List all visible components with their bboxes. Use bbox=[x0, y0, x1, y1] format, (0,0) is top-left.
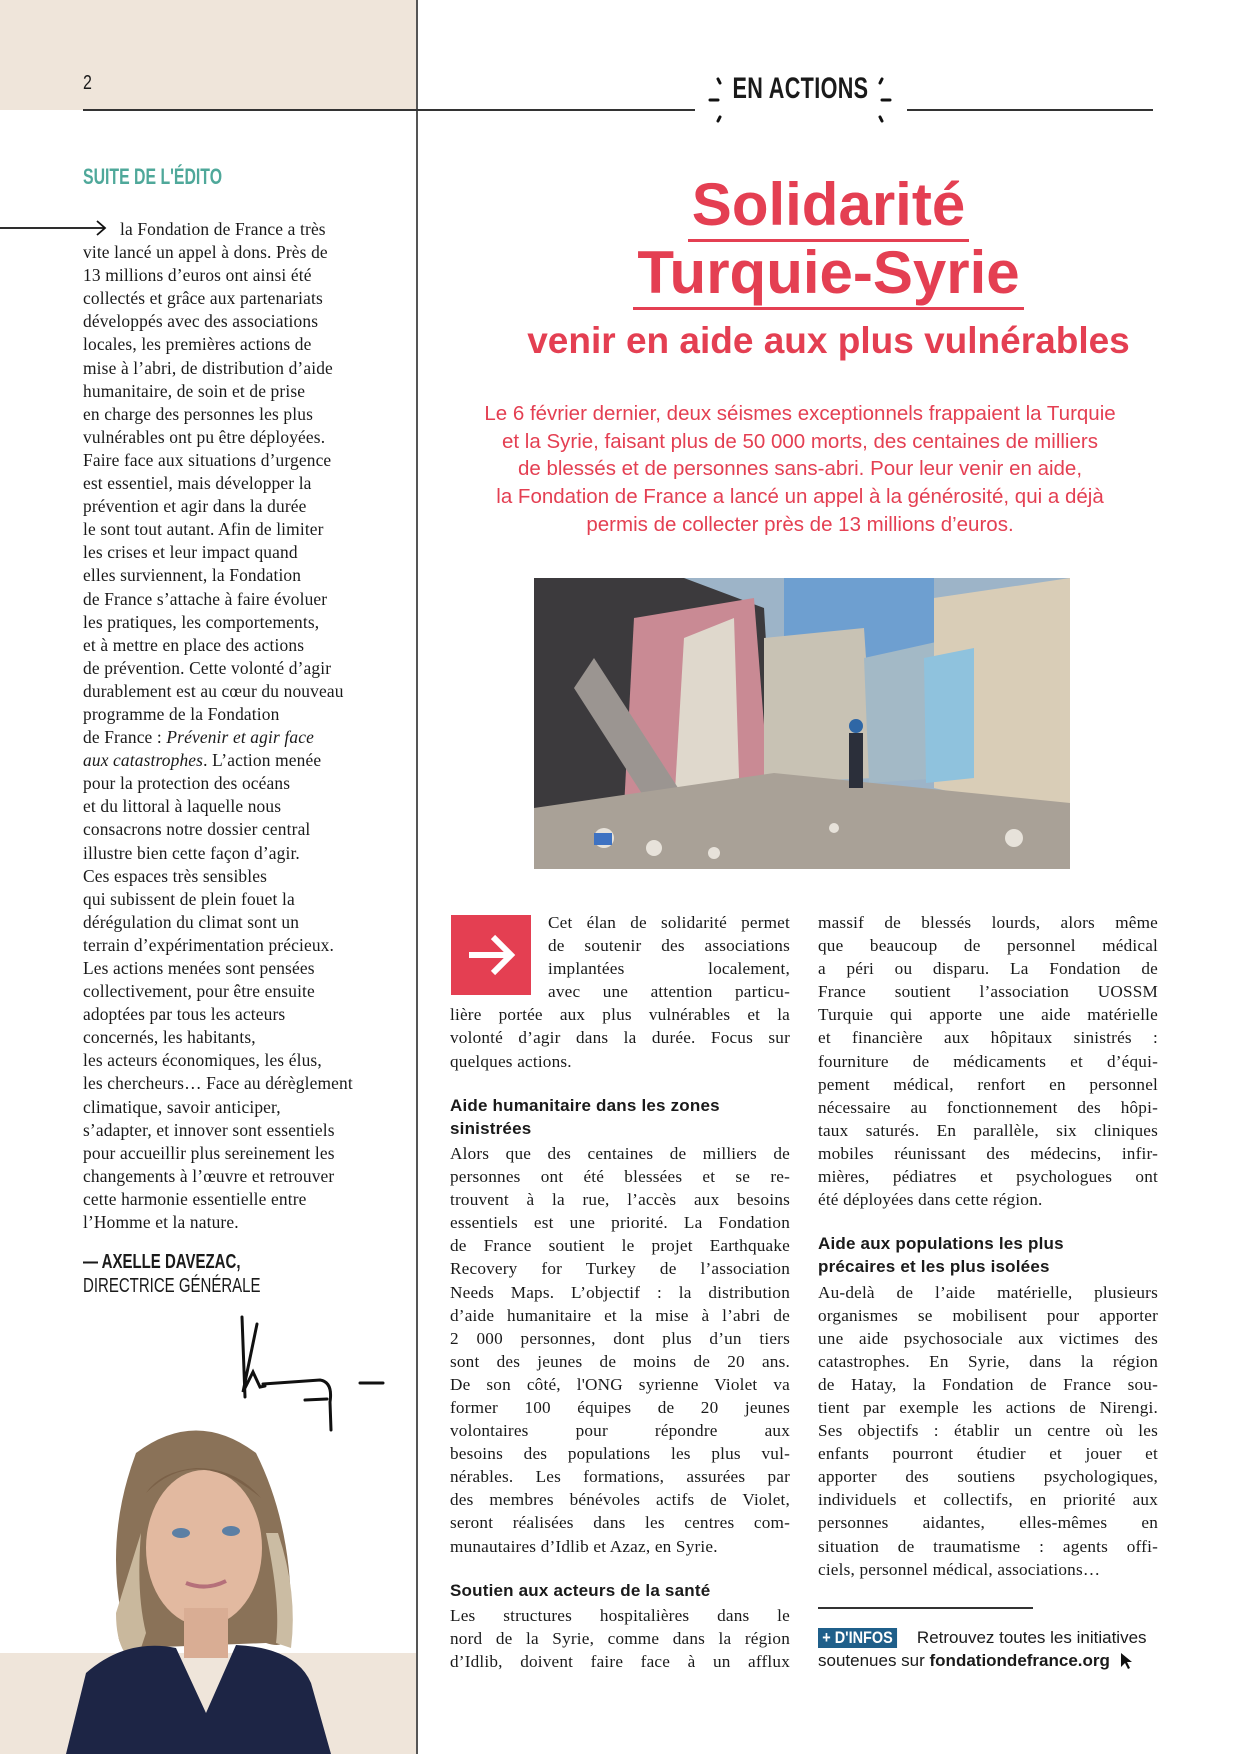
body-line: Au-delà de l’aide matérielle, plusieurs bbox=[818, 1282, 1158, 1302]
body-line: pement médical, renfort en personnel bbox=[818, 1074, 1158, 1094]
article-subtitle: venir en aide aux plus vulnérables bbox=[527, 320, 1130, 361]
rubric-label: EN ACTIONS bbox=[731, 72, 869, 105]
body-line: organismes se mobilisent pour apporter bbox=[818, 1305, 1158, 1325]
program-title-italic: Prévenir et agir face bbox=[166, 727, 314, 748]
body-line: tient par exemple les actions de Nirengi. bbox=[818, 1397, 1158, 1417]
edito-line: changements à l’œuvre et retrouver bbox=[83, 1165, 335, 1186]
section-heading: précaires et les plus isolées bbox=[818, 1257, 1050, 1277]
edito-line: climatique, savoir anticiper, bbox=[83, 1096, 281, 1117]
edito-line: les chercheurs… Face au dérèglement bbox=[83, 1073, 353, 1094]
edito-line: dérégulation du climat sont un bbox=[83, 911, 300, 932]
body-line: individuels et collectifs, en priorité aux bbox=[818, 1490, 1158, 1510]
body-line: trouvent à la rue, l’accès aux besoins bbox=[450, 1190, 790, 1210]
body-line: Needs Maps. L’objectif : la distribution bbox=[450, 1282, 790, 1302]
body-line: 2 000 personnes, dont plus d’un tiers bbox=[450, 1328, 790, 1348]
body-line: d’Idlib, doivent faire face à un afflux bbox=[450, 1652, 790, 1671]
header-beige-band bbox=[0, 0, 417, 110]
body-line: Cet élan de solidarité permet bbox=[548, 913, 790, 932]
edito-line: le sont tout autant. Afin de limiter bbox=[83, 519, 324, 540]
edito-line: pour la protection des océans bbox=[83, 773, 291, 794]
body-line: été déployées dans cette région. bbox=[818, 1190, 1043, 1210]
edito-line: mise à l’abri, de distribution d’aide bbox=[83, 357, 333, 378]
intro-line: de blessés et de personnes sans-abri. Pour leur venir en aide, bbox=[517, 457, 1083, 481]
body-line: besoins des populations les plus vul- bbox=[450, 1444, 790, 1464]
edito-line: de prévention. Cette volonté d’agir bbox=[83, 657, 332, 678]
article-column-1 bbox=[450, 911, 790, 1673]
edito-line: pour accueillir plus sereinement les bbox=[83, 1142, 335, 1163]
article-title-line-1: Solidarité bbox=[417, 170, 1240, 242]
edito-line: Ces espaces très sensibles bbox=[83, 865, 268, 886]
edito-line bbox=[83, 726, 403, 749]
body-line: de Hatay, la Fondation de France sou- bbox=[818, 1374, 1158, 1394]
edito-body bbox=[83, 218, 403, 1234]
edito-continued-label: SUITE DE L'ÉDITO bbox=[83, 164, 223, 189]
more-info-text: Retrouvez toutes les initiatives soutenues sur bbox=[818, 1628, 1147, 1670]
director-portrait bbox=[66, 1413, 331, 1754]
paragraph-gap bbox=[450, 1073, 790, 1096]
header-rule-left bbox=[83, 109, 695, 111]
infos-divider bbox=[818, 1607, 1033, 1609]
edito-line: humanitaire, de soin et de prise bbox=[83, 380, 306, 401]
edito-line: adoptées par tous les acteurs bbox=[83, 1004, 286, 1025]
edito-line: vite lancé un appel à dons. Près de bbox=[83, 242, 328, 263]
edito-line: développés avec des associations bbox=[83, 311, 319, 332]
body-line: des membres bénévoles actifs de Violet, bbox=[450, 1490, 790, 1510]
body-line: de soutenir des associations bbox=[548, 936, 790, 956]
body-line: volonté d’agir dans la durée. Focus sur bbox=[450, 1028, 790, 1048]
edito-line: consacrons notre dossier central bbox=[83, 819, 311, 840]
intro-line: permis de collecter près de 13 millions d’euros. bbox=[586, 512, 1014, 536]
edito-line: illustre bien cette façon d’agir. bbox=[83, 842, 300, 863]
body-line: catastrophes. En Syrie, dans la région bbox=[818, 1351, 1158, 1371]
article-intro bbox=[440, 400, 1160, 539]
edito-line: prévention et agir dans la durée bbox=[83, 496, 307, 517]
body-line: quelques actions. bbox=[450, 1051, 572, 1071]
edito-line: et du littoral à laquelle nous bbox=[83, 796, 282, 817]
edito-line: en charge des personnes les plus bbox=[83, 403, 314, 424]
cursor-pointer-icon bbox=[1119, 1652, 1135, 1670]
body-line: essentiels est une priorité. La Fondation bbox=[450, 1213, 790, 1233]
body-line: d’aide humanitaire et la mise à l’abri de bbox=[450, 1305, 790, 1325]
body-line: personnes ont été blessées et se re- bbox=[450, 1167, 790, 1187]
edito-line: qui subissent de plein fouet la bbox=[83, 888, 295, 909]
edito-line: les pratiques, les comportements, bbox=[83, 611, 320, 632]
edito-line bbox=[83, 749, 403, 772]
paragraph-gap bbox=[450, 1558, 790, 1581]
body-line: nérables. Les formations, assurées par bbox=[450, 1467, 790, 1487]
program-title-italic: aux catastrophes bbox=[83, 750, 204, 771]
intro-line: Le 6 février dernier, deux séismes exceptionnels frappaient la Turquie bbox=[484, 402, 1116, 425]
body-line: apporter des soutiens psychologiques, bbox=[818, 1467, 1158, 1487]
body-line: Alors que des centaines de milliers de bbox=[450, 1143, 790, 1163]
paragraph-gap bbox=[818, 1211, 1158, 1234]
body-line: mières, pédiatres et psychologues ont bbox=[818, 1167, 1158, 1187]
edito-line: collectés et grâce aux partenariats bbox=[83, 288, 323, 309]
edito-line: la Fondation de France a très bbox=[120, 219, 326, 239]
edito-line: les crises et leur impact quand bbox=[83, 542, 298, 563]
section-heading: Soutien aux acteurs de la santé bbox=[450, 1580, 711, 1600]
body-line: Turquie qui apporte une aide matérielle bbox=[818, 1005, 1158, 1025]
section-heading: Aide aux populations les plus bbox=[818, 1234, 1064, 1254]
body-line: Ses objectifs : établir un centre où les bbox=[818, 1421, 1158, 1441]
edito-signoff bbox=[83, 1250, 261, 1298]
edito-line: locales, les premières actions de bbox=[83, 334, 312, 355]
edito-line: vulnérables ont pu être déployées. bbox=[83, 426, 326, 447]
edito-line: l’Homme et la nature. bbox=[83, 1212, 239, 1233]
body-line: personnes aidantes, elles-mêmes en bbox=[818, 1513, 1158, 1533]
edito-line: 13 millions d’euros ont ainsi été bbox=[83, 265, 312, 286]
body-line: situation de traumatisme : agents offi- bbox=[818, 1536, 1158, 1556]
body-line: seront réalisées dans les centres com- bbox=[450, 1513, 790, 1533]
header-rule-right bbox=[907, 109, 1153, 111]
body-line: munautaires d’Idlib et Azaz, en Syrie. bbox=[450, 1536, 718, 1556]
body-line: et financière aux hôpitaux sinistrés : bbox=[818, 1028, 1158, 1048]
body-line: lière portée aux plus vulnérables et la bbox=[450, 1005, 790, 1025]
edito-line: est essentiel, mais développer la bbox=[83, 473, 312, 494]
more-info-box bbox=[818, 1627, 1163, 1672]
author-role: DIRECTRICE GÉNÉRALE bbox=[83, 1275, 261, 1297]
body-line: nord de la Syrie, comme dans la région bbox=[450, 1628, 790, 1648]
body-line: France soutient l’association UOSSM bbox=[818, 982, 1158, 1002]
edito-line: s’adapter, et innover sont essentiels bbox=[83, 1119, 335, 1140]
edito-line: durablement est au cœur du nouveau bbox=[83, 680, 344, 701]
section-rubric bbox=[700, 72, 900, 106]
body-line: ciels, personnel médical, associations… bbox=[818, 1559, 1101, 1579]
edito-line: cette harmonie essentielle entre bbox=[83, 1188, 307, 1209]
body-line: nécessaire au fonctionnement des hôpi- bbox=[818, 1097, 1158, 1117]
body-line: que beaucoup de personnel médical bbox=[818, 936, 1158, 956]
section-heading: sinistrées bbox=[450, 1118, 532, 1138]
body-line: implantées localement, bbox=[548, 959, 790, 979]
edito-text: . L’action menée bbox=[203, 750, 322, 771]
body-line: Recovery for Turkey de l’association bbox=[450, 1259, 790, 1279]
article-title-line-2: Turquie-Syrie bbox=[417, 238, 1240, 310]
body-line: taux saturés. En parallèle, six cliniques bbox=[818, 1120, 1158, 1140]
body-line: volontaires pour répondre aux bbox=[450, 1421, 790, 1441]
edito-line: et à mettre en place des actions bbox=[83, 634, 305, 655]
intro-line: la Fondation de France a lancé un appel à la générosité, qui a déjà bbox=[496, 485, 1104, 509]
website-link[interactable]: fondationdefrance.org bbox=[929, 1650, 1110, 1670]
edito-line: de France s’attache à faire évoluer bbox=[83, 588, 328, 609]
page-number: 2 bbox=[83, 72, 92, 94]
edito-line: programme de la Fondation bbox=[83, 703, 280, 724]
body-line: une aide psychosociale aux victimes des bbox=[818, 1328, 1158, 1348]
edito-line: terrain d’expérimentation précieux. bbox=[83, 934, 335, 955]
body-line: mobiles réunissant des médecins, infir- bbox=[818, 1143, 1158, 1163]
body-line: massif de blessés lourds, alors même bbox=[818, 913, 1158, 932]
body-line: a péri ou disparu. La Fondation de bbox=[818, 959, 1158, 979]
body-line: former 100 équipes de 20 jeunes bbox=[450, 1397, 790, 1417]
edito-text: de France : bbox=[83, 727, 167, 748]
body-line: De son côté, l'ONG syrienne Violet va bbox=[450, 1374, 790, 1394]
edito-line: collectivement, pour être ensuite bbox=[83, 981, 315, 1002]
earthquake-street-photo bbox=[534, 578, 1070, 869]
body-line: fourniture de médicaments et d’équi- bbox=[818, 1051, 1158, 1071]
body-line: enfants pourront étudier et jouer et bbox=[818, 1444, 1158, 1464]
body-line: Les structures hospitalières dans le bbox=[450, 1605, 790, 1625]
section-heading: Aide humanitaire dans les zones bbox=[450, 1095, 720, 1115]
article-column-2 bbox=[818, 911, 1158, 1581]
edito-line: les acteurs économiques, les élus, bbox=[83, 1050, 322, 1071]
author-name: — AXELLE DAVEZAC, bbox=[83, 1251, 241, 1273]
more-info-badge: + D'INFOS bbox=[818, 1628, 897, 1648]
intro-line: et la Syrie, faisant plus de 50 000 morts, des centaines de milliers bbox=[502, 429, 1098, 453]
edito-line: concernés, les habitants, bbox=[83, 1027, 256, 1048]
body-line: avec une attention particu- bbox=[548, 982, 790, 1002]
body-line: de France soutient le projet Earthquake bbox=[450, 1236, 790, 1256]
edito-line: elles surviennent, la Fondation bbox=[83, 565, 302, 586]
body-line: sont des jeunes de moins de 20 ans. bbox=[450, 1351, 790, 1371]
edito-line: Faire face aux situations d’urgence bbox=[83, 449, 332, 470]
edito-line: Les actions menées sont pensées bbox=[83, 958, 315, 978]
